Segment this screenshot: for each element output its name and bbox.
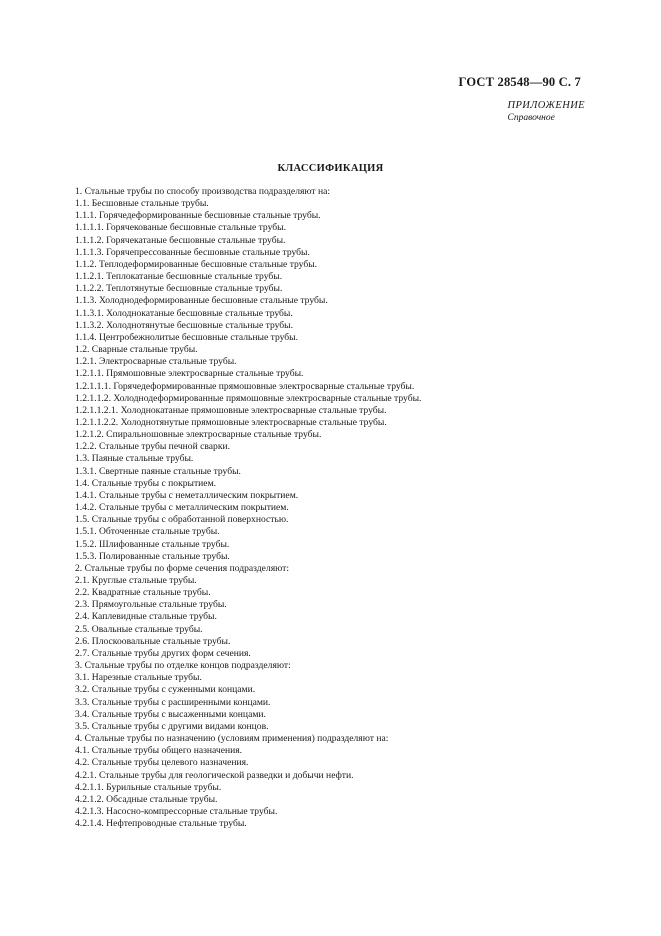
classification-item: 3.4. Стальные трубы с высаженными концами. bbox=[75, 708, 266, 720]
classification-item: 1.3.1. Свертные паяные стальные трубы. bbox=[75, 465, 241, 477]
classification-item: 1.2.1. Электросварные стальные трубы. bbox=[75, 356, 237, 368]
classification-item: 1.2.1.1.2.2. Холоднотянутые прямошовные электросварные стальные трубы. bbox=[75, 416, 387, 428]
classification-item: 2. Стальные трубы по форме сечения подразделяют: bbox=[75, 562, 290, 574]
classification-item: 1.1.1.3. Горячепрессованные бесшовные стальные трубы. bbox=[75, 246, 310, 258]
classification-item: 1.5.3. Полированные стальные трубы. bbox=[75, 550, 230, 562]
appendix-label bbox=[508, 100, 586, 124]
classification-item: 1.1.2. Теплодеформированные бесшовные стальные трубы. bbox=[75, 258, 318, 270]
classification-item: 4. Стальные трубы по назначению (условиям применения) подразделяют на: bbox=[75, 733, 389, 745]
classification-item: 1.1.3.1. Холоднокатаные бесшовные стальные трубы. bbox=[75, 307, 293, 319]
classification-item: 1.1.1. Горячедеформированные бесшовные стальные трубы. bbox=[75, 210, 321, 222]
classification-item: 2.2. Квадратные стальные трубы. bbox=[75, 587, 211, 599]
classification-item: 1.4. Стальные трубы с покрытием. bbox=[75, 477, 217, 489]
classification-item: 2.1. Круглые стальные трубы. bbox=[75, 575, 197, 586]
classification-item: 2.6. Плоскоовальные стальные трубы. bbox=[75, 635, 231, 647]
classification-item: 1.2.1.2. Спиральношовные электросварные стальные трубы. bbox=[75, 429, 322, 441]
classification-item: 2.4. Каплевидные стальные трубы. bbox=[75, 611, 217, 623]
classification-item: 1.4.2. Стальные трубы с металлическим покрытием. bbox=[75, 502, 289, 514]
classification-item: 3.3. Стальные трубы с расширенными концами. bbox=[75, 696, 271, 708]
classification-item: 3.2. Стальные трубы с суженными концами. bbox=[75, 684, 256, 696]
classification-item: 4.1. Стальные трубы общего назначения. bbox=[75, 745, 243, 757]
appendix-subtitle: Справочное bbox=[507, 113, 555, 123]
classification-item: 1.1.1.2. Горячекатаные бесшовные стальные трубы. bbox=[75, 234, 286, 246]
classification-item: 4.2.1.1. Бурильные стальные трубы. bbox=[75, 781, 222, 793]
classification-list bbox=[75, 186, 595, 830]
classification-item: 2.7. Стальные трубы других форм сечения. bbox=[75, 647, 251, 659]
classification-item: 1.2.1.1.2.1. Холоднокатаные прямошовные электросварные стальные трубы. bbox=[75, 404, 387, 416]
classification-item: 1.2. Сварные стальные трубы. bbox=[75, 344, 198, 356]
classification-item: 2.5. Овальные стальные трубы. bbox=[75, 623, 203, 635]
classification-item: 1.1.2.2. Теплотянутые бесшовные стальные трубы. bbox=[75, 283, 283, 295]
classification-item: 4.2.1.4. Нефтепроводные стальные трубы. bbox=[75, 818, 247, 830]
classification-item: 3.1. Нарезные стальные трубы. bbox=[75, 672, 202, 684]
classification-item: 1.4.1. Стальные трубы с неметаллическим покрытием. bbox=[75, 489, 299, 501]
classification-item: 1.2.1.1. Прямошовные электросварные стальные трубы. bbox=[75, 368, 304, 380]
classification-item: 1.1.1.1. Горячекованые бесшовные стальные трубы. bbox=[75, 222, 286, 234]
section-title: КЛАССИФИКАЦИЯ bbox=[277, 163, 384, 174]
classification-item: 1.2.1.1.2. Холоднодеформированные прямошовные электросварные стальные трубы. bbox=[75, 392, 422, 404]
classification-item: 4.2.1.2. Обсадные стальные трубы. bbox=[75, 793, 218, 805]
classification-item: 1.5.1. Обточенные стальные трубы. bbox=[75, 526, 220, 538]
classification-item: 1.1.3.2. Холоднотянутые бесшовные стальные трубы. bbox=[75, 319, 294, 331]
appendix-title: ПРИЛОЖЕНИЕ bbox=[507, 100, 585, 111]
classification-item: 1.1.3. Холоднодеформированные бесшовные стальные трубы. bbox=[75, 295, 328, 307]
page-header: ГОСТ 28548—90 С. 7 bbox=[458, 75, 581, 89]
classification-item: 1.3. Паяные стальные трубы. bbox=[75, 453, 194, 465]
classification-item: 3.5. Стальные трубы с другими видами концов. bbox=[75, 720, 269, 732]
classification-item: 1.1. Бесшовные стальные трубы. bbox=[75, 198, 209, 210]
classification-item: 2.3. Прямоугольные стальные трубы. bbox=[75, 599, 227, 611]
classification-item: 1.5.2. Шлифованные стальные трубы. bbox=[75, 538, 230, 550]
classification-item: 1.2.2. Стальные трубы печной сварки. bbox=[75, 441, 231, 453]
classification-item: 1.1.4. Центробежнолитые бесшовные стальные трубы. bbox=[75, 331, 299, 343]
classification-item: 3. Стальные трубы по отделке концов подразделяют: bbox=[75, 660, 291, 672]
classification-item: 4.2.1.3. Насосно-компрессорные стальные трубы. bbox=[75, 805, 278, 817]
classification-item: 1.5. Стальные трубы с обработанной поверхностью. bbox=[75, 514, 289, 526]
classification-item: 1. Стальные трубы по способу производства подразделяют на: bbox=[75, 186, 331, 197]
classification-item: 1.1.2.1. Теплокатаные бесшовные стальные трубы. bbox=[75, 271, 283, 283]
classification-item: 4.2. Стальные трубы целевого назначения. bbox=[75, 757, 249, 769]
classification-item: 1.2.1.1.1. Горячедеформированные прямошовные электросварные стальные трубы. bbox=[75, 380, 415, 392]
classification-item: 4.2.1. Стальные трубы для геологической разведки и добычи нефти. bbox=[75, 769, 354, 781]
